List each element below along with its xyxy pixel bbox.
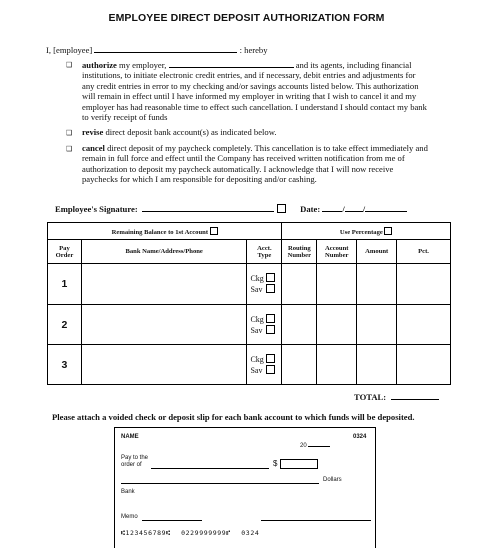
savings-label: Sav	[250, 365, 263, 375]
cancel-paragraph	[82, 143, 447, 185]
accounts-table	[47, 222, 451, 385]
account-number-cell[interactable]	[317, 305, 357, 345]
checking-checkbox[interactable]	[266, 354, 275, 363]
form-title: EMPLOYEE DIRECT DEPOSIT AUTHORIZATION FORM	[108, 12, 385, 24]
pct-cell[interactable]	[397, 345, 451, 385]
amount-box	[280, 459, 318, 469]
cancel-checkbox[interactable]: ❑	[66, 145, 73, 153]
total-field[interactable]	[391, 391, 439, 400]
account-number-header: Account Number	[317, 240, 357, 264]
authorize-pre: my employer,	[119, 60, 167, 70]
authorize-line: employer has had reasonable time to effect such cancellation. I understand I should contact my bank	[82, 101, 427, 112]
date-label: Date:	[300, 204, 321, 214]
check-number: 0324	[353, 434, 367, 440]
check-name: NAME	[121, 434, 139, 440]
cancel-line: paychecks for which I am responsible for depositing and/or cashing.	[82, 174, 317, 185]
pct-cell[interactable]	[397, 264, 451, 305]
account-number-cell[interactable]	[317, 345, 357, 385]
checking-label: Ckg	[250, 274, 264, 283]
intro-line	[46, 44, 268, 55]
memo-label: Memo	[121, 514, 138, 520]
authorize-line: institutions, to initiate electronic credit entries, and if necessary, debit entries and adjustments for	[82, 70, 416, 81]
savings-checkbox[interactable]	[266, 325, 275, 334]
revise-keyword: revise	[82, 127, 104, 137]
pay-order-cell: 2	[48, 305, 82, 345]
table-row	[48, 264, 451, 305]
authorize-checkbox[interactable]: ❑	[66, 61, 73, 69]
remaining-balance-header	[48, 223, 282, 240]
pct-header: Pct.	[397, 240, 451, 264]
pay-order-cell: 3	[48, 345, 82, 385]
routing-number-cell[interactable]	[282, 264, 317, 305]
check-date-field	[308, 441, 330, 447]
savings-checkbox[interactable]	[266, 284, 275, 293]
amount-cell[interactable]	[357, 305, 397, 345]
memo-line	[142, 520, 202, 521]
bank-name-cell[interactable]	[81, 264, 247, 305]
checking-checkbox[interactable]	[266, 314, 275, 323]
remaining-balance-label: Remaining Balance to 1st Account	[111, 228, 209, 236]
savings-label: Sav	[250, 285, 263, 294]
routing-number-header: Routing Number	[282, 240, 317, 264]
pay-order-cell: 1	[48, 264, 82, 305]
micr-number: 0324	[241, 529, 260, 537]
acct-type-cell	[247, 305, 282, 345]
acct-type-cell	[247, 264, 282, 305]
pay-to-label: Pay to the order of	[121, 455, 149, 468]
amount-header: Amount	[357, 240, 397, 264]
date-day-field[interactable]	[345, 203, 363, 212]
amount-cell[interactable]	[357, 345, 397, 385]
total-row	[354, 391, 439, 402]
acct-type-cell	[247, 345, 282, 385]
routing-number-cell[interactable]	[282, 345, 317, 385]
routing-number-cell[interactable]	[282, 305, 317, 345]
dollars-label: Dollars	[323, 477, 342, 483]
dollar-sign: $	[273, 459, 278, 468]
cancel-line: authorization to deposit my paycheck automatically. I acknowledge that I will now receive	[82, 163, 394, 174]
signature-checkbox[interactable]	[277, 204, 286, 213]
use-percentage-label: Use Percentage	[339, 228, 383, 236]
signature-line	[261, 520, 371, 521]
bank-name-cell[interactable]	[81, 345, 247, 385]
authorize-line: to verify receipt of funds	[82, 112, 168, 123]
checking-checkbox[interactable]	[266, 273, 275, 282]
dollars-line	[121, 483, 319, 484]
authorize-paragraph	[82, 59, 447, 122]
checking-label: Ckg	[250, 354, 264, 364]
pay-order-header: Pay Order	[48, 240, 82, 264]
use-percentage-checkbox[interactable]	[384, 227, 392, 235]
micr-account: 0229999999⑈	[181, 529, 231, 537]
cancel-line: remain in full force and effect until the Company has received written notification from me of	[82, 153, 405, 164]
savings-label: Sav	[250, 325, 263, 335]
checking-label: Ckg	[250, 314, 264, 324]
check-year: 20	[300, 441, 330, 449]
cancel-text: direct deposit of my paycheck completely. This cancellation is to take effect immediately and	[107, 143, 428, 153]
date-year-field[interactable]	[365, 203, 407, 212]
employer-name-field[interactable]	[169, 59, 294, 68]
cancel-keyword: cancel	[82, 143, 105, 153]
intro-suffix: : hereby	[239, 45, 268, 55]
revise-checkbox[interactable]: ❑	[66, 129, 73, 137]
bank-label: Bank	[121, 489, 135, 495]
table-row	[48, 305, 451, 345]
signature-row: Employee's Signature: Date: / /	[55, 203, 407, 214]
authorize-line: will remain in effect until I have informed my employer in writing that I wish to cancel it and my	[82, 91, 417, 102]
account-number-cell[interactable]	[317, 264, 357, 305]
employee-name-field[interactable]	[94, 44, 237, 53]
authorize-post: and its agents, including financial	[295, 60, 412, 70]
sample-check	[114, 427, 376, 548]
signature-field[interactable]	[142, 203, 274, 212]
total-label: TOTAL:	[354, 392, 387, 402]
signature-label: Employee's Signature:	[55, 204, 138, 214]
table-row	[48, 345, 451, 385]
amount-cell[interactable]	[357, 264, 397, 305]
revise-text: direct deposit bank account(s) as indicated below.	[105, 127, 277, 137]
revise-paragraph	[82, 127, 447, 137]
authorize-line: any credit entries in error to my checking and/or savings accounts listed below. This authorization	[82, 80, 419, 91]
attach-note: Please attach a voided check or deposit slip for each bank account to which funds will be deposited.	[52, 412, 415, 422]
remaining-balance-checkbox[interactable]	[210, 227, 218, 235]
date-month-field[interactable]	[322, 203, 342, 212]
acct-type-header: Acct. Type	[247, 240, 282, 264]
payee-line	[151, 468, 269, 469]
bank-name-cell[interactable]	[81, 305, 247, 345]
micr-line	[121, 529, 259, 537]
savings-checkbox[interactable]	[266, 365, 275, 374]
authorize-keyword: authorize	[82, 60, 117, 70]
use-percentage-header	[282, 223, 451, 240]
micr-routing: ⑆123456789⑆	[121, 529, 171, 537]
intro-prefix: I, [employee]	[46, 45, 93, 55]
bank-name-header: Bank Name/Address/Phone	[81, 240, 247, 264]
pct-cell[interactable]	[397, 305, 451, 345]
